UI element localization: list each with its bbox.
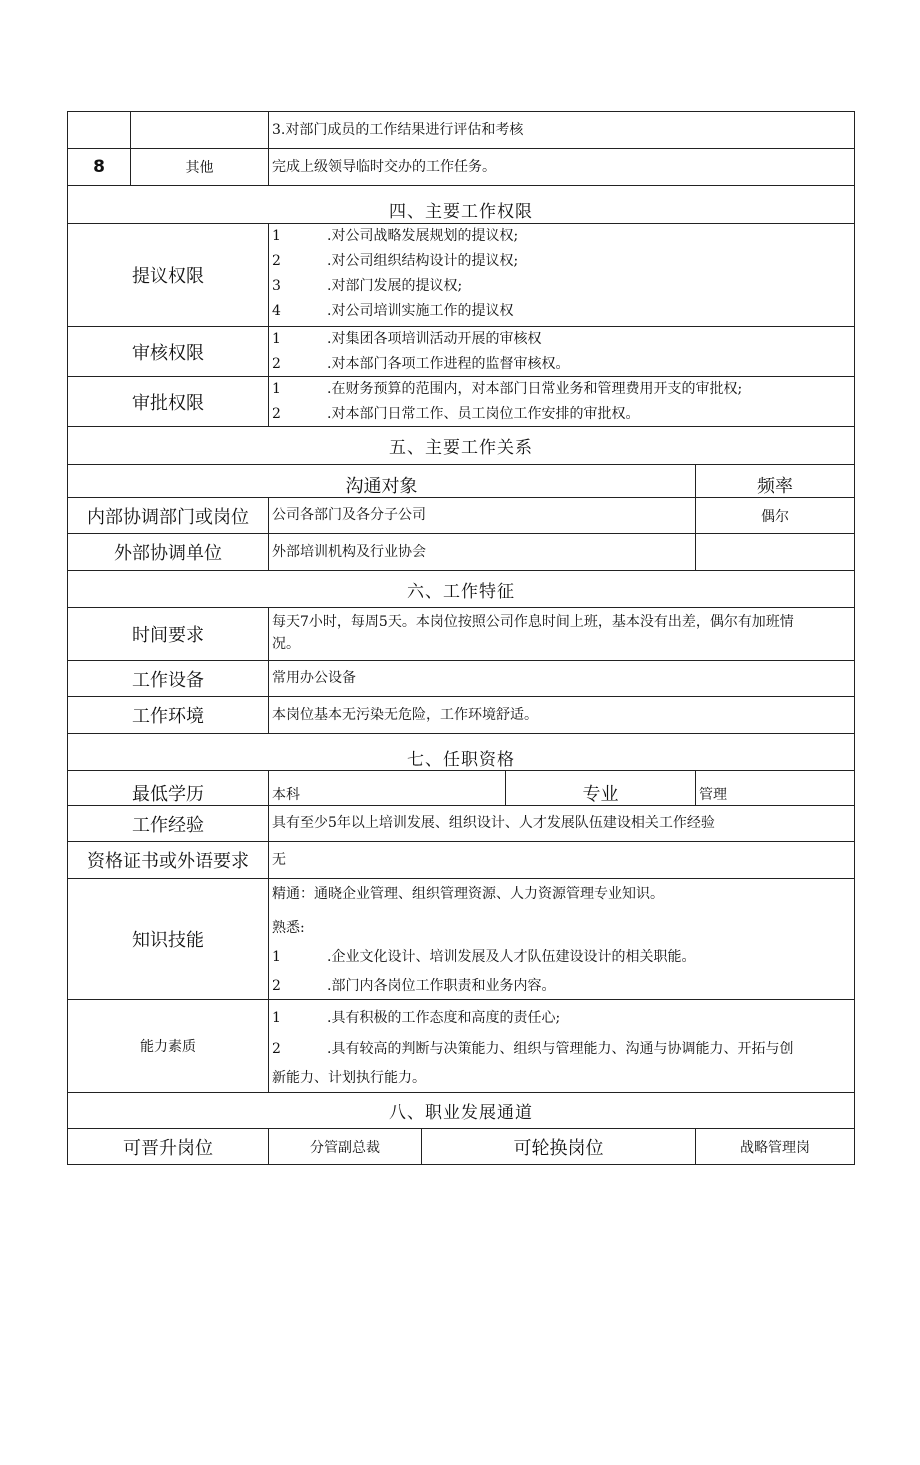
authority-approve-content [268,376,855,426]
relations-external-object-text: 外部培训机构及行业协会 [272,544,426,560]
row-number-8: 8 [67,148,130,185]
section-qualifications-title: 七、任职资格 [67,733,855,770]
authority-item: 4 .对公司培训实施工作的提议权 [272,303,514,319]
relations-header-frequency: 频率 [695,464,855,497]
feature-time-content [268,607,855,660]
qual-certificate-content [268,841,855,878]
authority-approve-label: 审批权限 [67,376,268,426]
feature-time-label: 时间要求 [67,607,268,660]
feature-equipment-label: 工作设备 [67,660,268,696]
row-label-other: 其他 [130,148,268,185]
relations-external-label: 外部协调单位 [67,533,268,570]
feature-time-text-line2: 况。 [272,636,300,652]
row-label-cell [130,111,268,148]
qual-certificate-label: 资格证书或外语要求 [67,841,268,878]
row-number-cell [67,111,130,148]
qual-experience-content [268,805,855,841]
qual-major-label: 专业 [505,770,695,805]
authority-item: 2 .对本部门各项工作进程的监督审核权。 [272,356,570,372]
career-promote-label: 可晋升岗位 [67,1128,268,1165]
qual-ability-content [268,999,855,1092]
authority-item: 1 .在财务预算的范围内，对本部门日常业务和管理费用开支的审批权; [272,381,743,397]
job-description-table [67,111,855,1465]
knowledge-master: 精通：通晓企业管理、组织管理资源、人力资源管理专业知识。 [272,886,664,902]
qual-knowledge-label: 知识技能 [67,878,268,999]
authority-propose-label: 提议权限 [67,223,268,326]
career-promote-value: 分管副总裁 [268,1128,421,1165]
feature-time-text-line1: 每天7小时，每周5天。本岗位按照公司作息时间上班，基本没有出差，偶尔有加班情 [272,614,794,630]
qual-major-value-cell [695,770,855,805]
authority-item: 2 .对本部门日常工作、员工岗位工作安排的审批权。 [272,406,640,422]
relations-internal-object-text: 公司各部门及各分子公司 [272,507,426,523]
qual-experience-text: 具有至少5年以上培训发展、组织设计、人才发展队伍建设相关工作经验 [272,815,715,831]
ability-item: 2 .具有较高的判断与决策能力、组织与管理能力、沟通与协调能力、开拓与创 [272,1041,794,1057]
authority-review-content [268,326,855,376]
qual-education-value-cell [268,770,505,805]
qual-knowledge-content [268,878,855,999]
relations-header-object: 沟通对象 [67,464,695,497]
career-rotate-label: 可轮换岗位 [421,1128,695,1165]
relations-internal-label: 内部协调部门或岗位 [67,497,268,533]
relations-internal-frequency: 偶尔 [695,497,855,533]
feature-environment-text: 本岗位基本无污染无危险，工作环境舒适。 [272,707,538,723]
authority-item: 1 .对公司战略发展规划的提议权; [272,228,519,244]
section-features-title: 六、工作特征 [67,570,855,607]
ability-item: 1 .具有积极的工作态度和高度的责任心; [272,1010,561,1026]
career-rotate-value: 战略管理岗 [695,1128,855,1165]
authority-item: 2 .对公司组织结构设计的提议权; [272,253,519,269]
relations-external-object [268,533,695,570]
row-content-other [268,148,855,185]
qual-certificate-text: 无 [272,852,286,868]
relations-internal-object [268,497,695,533]
section-relations-title: 五、主要工作关系 [67,426,855,464]
section-career-title: 八、职业发展通道 [67,1092,855,1128]
qual-major-value: 管理 [699,787,727,803]
relations-external-frequency [695,533,855,570]
knowledge-item: 2 .部门内各岗位工作职责和业务内容。 [272,978,556,994]
authority-propose-content [268,223,855,326]
feature-equipment-text: 常用办公设备 [272,670,356,686]
task-item-text: 3.对部门成员的工作结果进行评估和考核 [272,122,524,138]
feature-equipment-content [268,660,855,696]
section-authority-title: 四、主要工作权限 [67,185,855,223]
row-content-cell [268,111,855,148]
authority-review-label: 审核权限 [67,326,268,376]
qual-experience-label: 工作经验 [67,805,268,841]
task-other-text: 完成上级领导临时交办的工作任务。 [272,159,496,175]
feature-environment-label: 工作环境 [67,696,268,733]
authority-item: 3 .对部门发展的提议权; [272,278,463,294]
qual-education-value: 本科 [272,787,300,803]
knowledge-item: 1 .企业文化设计、培训发展及人才队伍建设设计的相关职能。 [272,949,696,965]
qual-ability-label: 能力素质 [67,999,268,1092]
authority-item: 1 .对集团各项培训活动开展的审核权 [272,331,542,347]
knowledge-familiar: 熟悉: [272,920,305,936]
feature-environment-content [268,696,855,733]
ability-item-continued: 新能力、计划执行能力。 [272,1070,426,1086]
qual-education-label: 最低学历 [67,770,268,805]
